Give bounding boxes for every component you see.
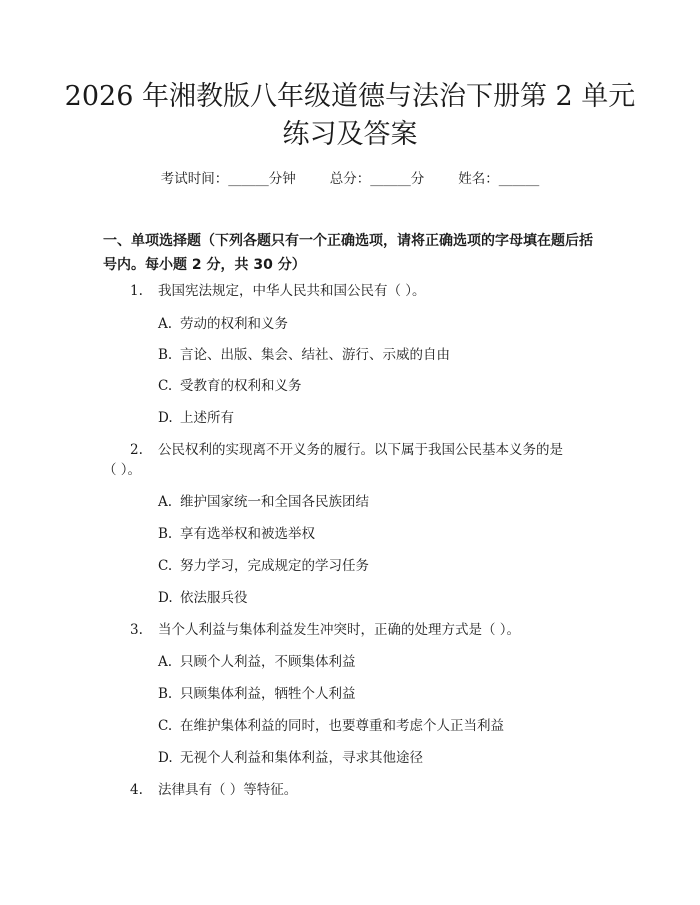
option-letter: C.	[158, 558, 173, 574]
option-1a	[158, 314, 288, 334]
option-text: 只顾个人利益，不顾集体利益	[180, 654, 356, 670]
option-text: 维护国家统一和全国各民族团结	[180, 494, 369, 510]
option-1d	[158, 408, 234, 428]
score-label: 总分：	[329, 171, 371, 187]
question-2-continuation: （ ）。	[103, 462, 142, 478]
time-blank: ______	[228, 171, 269, 187]
option-letter: D.	[158, 750, 173, 766]
option-text: 言论、出版、集会、结社、游行、示威的自由	[180, 347, 450, 363]
question-3	[130, 620, 520, 640]
score-unit: 分	[410, 171, 425, 187]
question-number: 4.	[130, 782, 143, 798]
option-1c	[158, 376, 302, 396]
option-3b	[158, 684, 356, 704]
time-unit: 分钟	[268, 171, 296, 187]
question-4	[130, 780, 297, 800]
option-text: 努力学习，完成规定的学习任务	[180, 558, 369, 574]
question-1	[130, 281, 426, 301]
option-letter: D.	[158, 590, 173, 606]
option-letter: D.	[158, 410, 173, 426]
section-heading: 一、单项选择题（下列各题只有一个正确选项，请将正确选项的字母填在题后括号内。每小题 2 分，共 30 分）	[103, 233, 593, 273]
question-text: 公民权利的实现离不开义务的履行。以下属于我国公民基本义务的是	[158, 442, 563, 458]
option-text: 依法服兵役	[180, 590, 248, 606]
option-letter: B.	[158, 686, 173, 702]
option-3a	[158, 652, 356, 672]
name-blank: ______	[498, 171, 540, 187]
exam-info-line	[0, 167, 700, 187]
option-2d	[158, 588, 248, 608]
option-3d	[158, 748, 423, 768]
option-2a	[158, 492, 369, 512]
question-text: 当个人利益与集体利益发生冲突时，正确的处理方式是（ ）。	[158, 622, 521, 638]
score-blank: ______	[370, 171, 411, 187]
option-text: 在维护集体利益的同时，也要尊重和考虑个人正当利益	[180, 718, 504, 734]
option-letter: B.	[158, 347, 173, 363]
question-text: 我国宪法规定，中华人民共和国公民有（ ）。	[158, 283, 426, 299]
option-letter: C.	[158, 378, 173, 394]
option-1b	[158, 345, 450, 365]
option-text: 只顾集体利益，牺牲个人利益	[180, 686, 356, 702]
time-label: 考试时间：	[160, 171, 229, 187]
option-letter: C.	[158, 718, 173, 734]
option-letter: A.	[158, 654, 173, 670]
question-number: 2.	[130, 442, 143, 458]
option-text: 无视个人利益和集体利益，寻求其他途径	[180, 750, 423, 766]
option-letter: A.	[158, 494, 173, 510]
question-text: 法律具有（ ）等特征。	[158, 782, 298, 798]
document-title: 2026 年湘教版八年级道德与法治下册第 2 单元练习及答案	[64, 81, 636, 150]
option-text: 受教育的权利和义务	[180, 378, 302, 394]
option-2b	[158, 524, 315, 544]
name-label: 姓名：	[458, 171, 499, 187]
question-number: 1.	[130, 283, 143, 299]
option-text: 劳动的权利和义务	[180, 316, 288, 332]
option-letter: A.	[158, 316, 173, 332]
option-letter: B.	[158, 526, 173, 542]
option-3c	[158, 716, 504, 736]
option-2c	[158, 556, 369, 576]
question-2	[130, 440, 563, 460]
option-text: 上述所有	[180, 410, 234, 426]
question-number: 3.	[130, 622, 143, 638]
option-text: 享有选举权和被选举权	[180, 526, 315, 542]
